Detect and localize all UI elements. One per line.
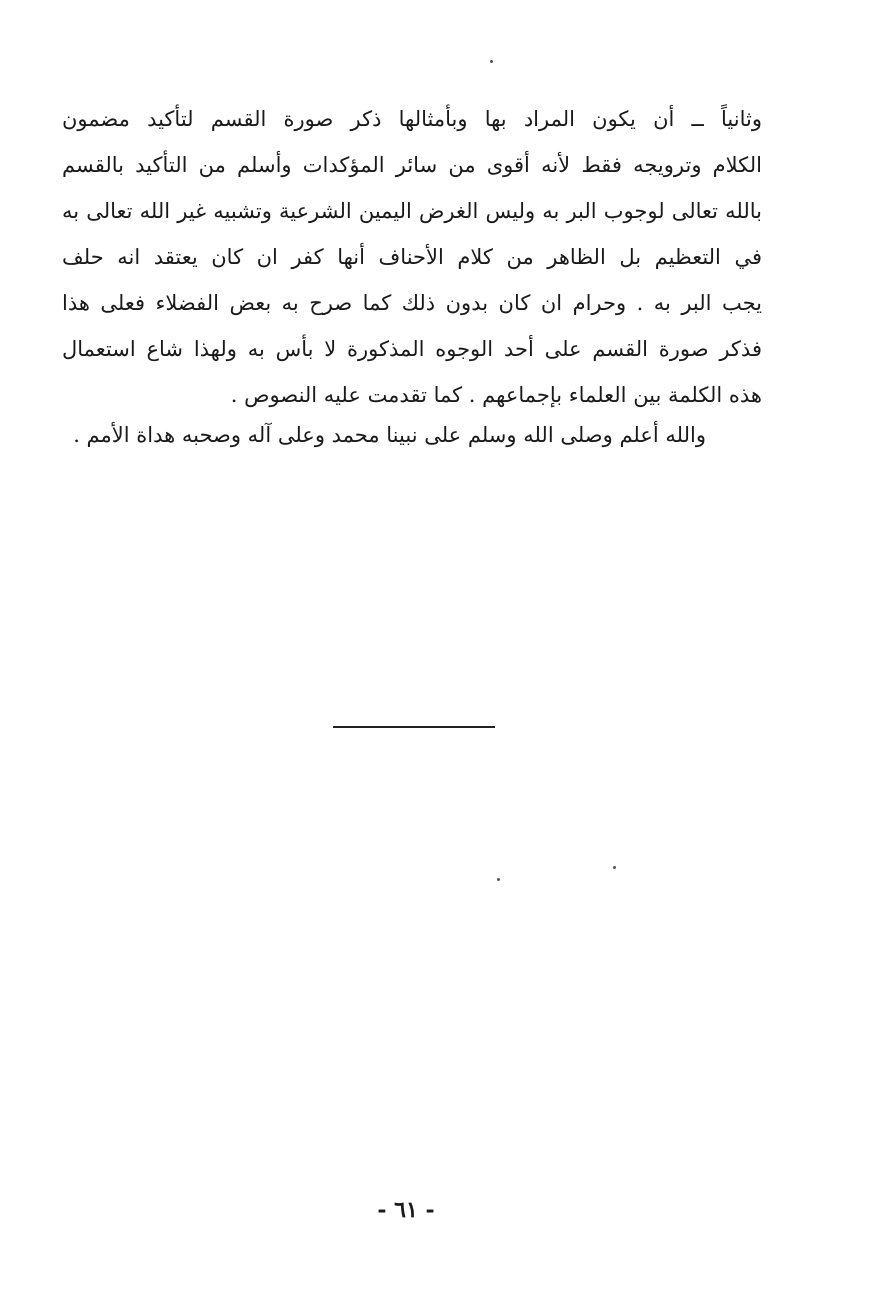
- paragraph-line: في التعظيم بل الظاهر من كلام الأحناف أنها كفر ان كان يعتقد انه حلف: [62, 245, 762, 269]
- main-paragraph: [62, 96, 762, 418]
- paragraph-line: الكلام وترويجه فقط لأنه أقوى من سائر المؤكدات وأسلم من التأكيد بالقسم: [62, 153, 762, 177]
- scan-speck: [497, 878, 500, 881]
- scan-speck: [490, 60, 493, 63]
- section-divider: [333, 726, 495, 728]
- paragraph-line: يجب البر به . وحرام ان كان بدون ذلك كما صرح به بعض الفضلاء فعلى هذا: [62, 291, 762, 315]
- page-number: - ٦١ -: [377, 1197, 435, 1223]
- paragraph-line: هذه الكلمة بين العلماء بإجماعهم . كما تقدمت عليه النصوص .: [230, 383, 762, 407]
- scan-speck: [613, 866, 616, 869]
- paragraph-line: بالله تعالى لوجوب البر به وليس الغرض اليمين الشرعية وتشبيه غير الله تعالى به: [62, 199, 762, 223]
- closing-line: والله أعلم وصلى الله وسلم على نبينا محمد وعلى آله وصحبه هداة الأمم .: [73, 423, 706, 447]
- paragraph-line: فذكر صورة القسم على أحد الوجوه المذكورة لا بأس به ولهذا شاع استعمال: [62, 337, 762, 361]
- paragraph-line: وثانياً ــ أن يكون المراد بها وبأمثالها ذكر صورة القسم لتأكيد مضمون: [62, 107, 762, 131]
